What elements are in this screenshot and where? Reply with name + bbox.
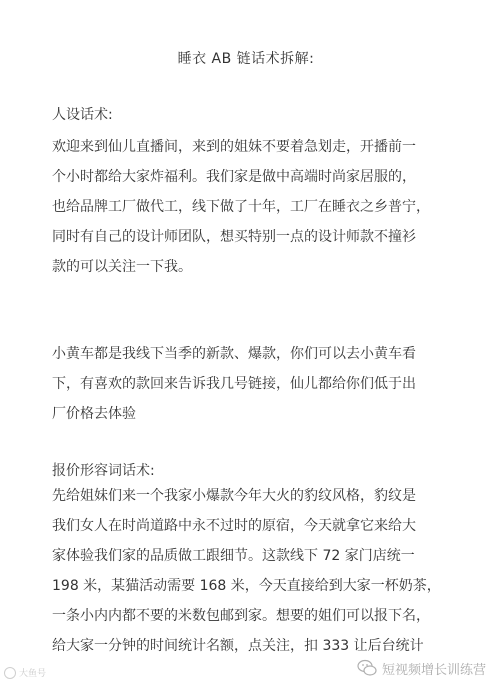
text-line: 先给姐妹们来一个我家小爆款今年大火的豹纹风格，豹纹是 — [52, 488, 416, 504]
text-line: 同时有自己的设计师团队，想买特别一点的设计师款不撞衫 — [52, 229, 416, 245]
section-heading-pricing: 报价形容词话术: — [52, 463, 155, 479]
text-line: 家体验我们家的品质做工跟细节。这款线下 72 家门店统一 — [52, 548, 415, 564]
text-line: 个小时都给大家炸福利。我们家是做中高端时尚家居服的， — [52, 169, 416, 185]
text-line: 小黄车都是我线下当季的新款、爆款，你们可以去小黄车看 — [52, 346, 416, 362]
wechat-logo-icon — [357, 658, 377, 678]
text-line: 欢迎来到仙儿直播间，来到的姐妹不要着急划走，开播前一 — [52, 139, 416, 155]
watermark-left-text: 大鱼号 — [19, 669, 47, 679]
text-line: 一条小内内都不要的米数包邮到家。想要的姐们可以报下名， — [52, 608, 430, 624]
text-line: 下，有喜欢的款回来告诉我几号链接，仙儿都给你们低于出 — [52, 376, 416, 392]
section-heading-persona: 人设话术: — [52, 107, 113, 123]
watermark-left — [4, 666, 46, 679]
paragraph-persona — [52, 132, 452, 282]
platform-logo-icon — [4, 667, 16, 679]
paragraph-shopping-cart — [52, 339, 452, 429]
paragraph-pricing — [52, 481, 452, 661]
watermark-right-text: 短视频增长训练营 — [381, 662, 486, 678]
text-line: 也给品牌工厂做代工，线下做了十年，工厂在睡衣之乡普宁， — [52, 199, 430, 215]
text-line: 厂价格去体验 — [52, 406, 136, 422]
text-line: 198 米，某猫活动需要 168 米，今天直接给到大家一杯奶茶， — [52, 578, 441, 594]
document-title: 睡衣 AB 链话术拆解: — [177, 51, 315, 67]
text-line: 款的可以关注一下我。 — [52, 259, 192, 275]
text-line: 给大家一分钟的时间统计名额，点关注，扣 333 让后台统计 — [52, 638, 424, 654]
watermark-right — [357, 658, 486, 678]
text-line: 我们女人在时尚道路中永不过时的原宿，今天就拿它来给大 — [52, 518, 416, 534]
